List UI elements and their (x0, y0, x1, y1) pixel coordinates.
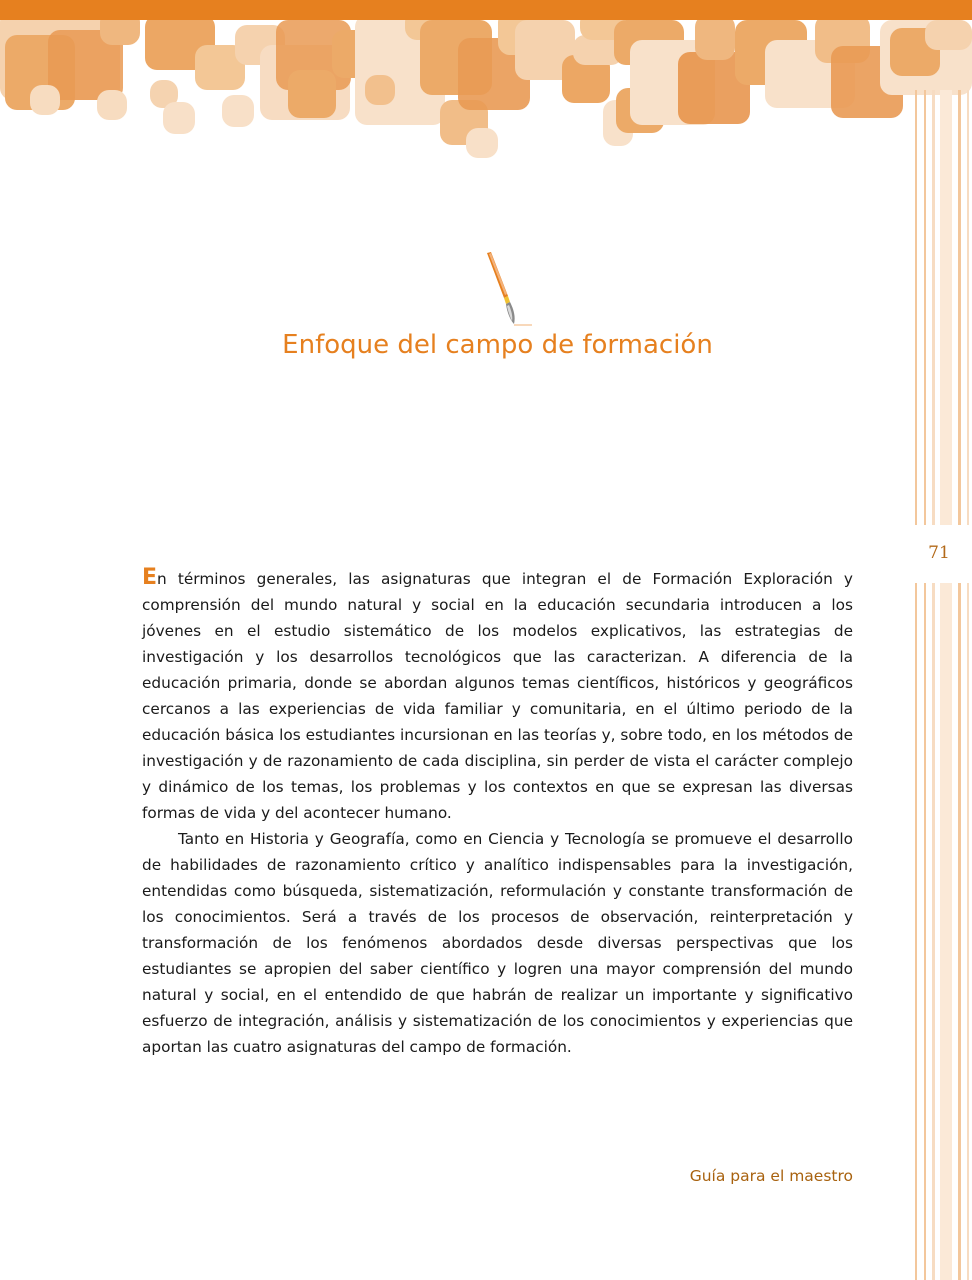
page-number: 71 (928, 543, 950, 563)
paragraph-1-text: n términos generales, las asignaturas que integran el de Formación Exploración y comprensión del mundo natural y social en la educación secundaria introducen a los jóvenes en el estudio sistemático de los modelos explicativos, las estrategias de investigación y los desarrollos tecnológicos que las caracterizan. A diferencia de la educación primaria, donde se abordan algunos temas científicos, históricos y geográficos cercanos a las experiencias de vida familiar y comunitaria, en el último periodo de la educación básica los estudiantes incursionan en las teorías y, sobre todo, en los métodos de investigación y de razonamiento de cada disciplina, sin perder de vista el carácter complejo y dinámico de los temas, los problemas y los contextos en que se expresan las diversas formas de vida y del acontecer humano. (142, 570, 853, 822)
top-orange-bar (0, 0, 972, 20)
paintbrush-icon (480, 250, 540, 330)
footer-label: Guía para el maestro (689, 1167, 853, 1185)
paragraph-1 (142, 565, 853, 826)
section-title: Enfoque del campo de formación (282, 330, 713, 360)
right-margin-stripes (912, 90, 972, 1280)
paragraph-2: Tanto en Historia y Geografía, como en Ciencia y Tecnología se promueve el desarrollo de habilidades de razonamiento crítico y analítico indispensables para la investigación, entendidas como búsqueda, sistematización, reformulación y constante transformación de los conocimientos. Será a través de los procesos de observación, reinterpretación y transformación de los fenómenos abordados desde diversas perspectivas que los estudiantes se apropien del saber científico y logren una mayor comprensión del mundo natural y social, en el entendido de que habrán de realizar un importante y significativo esfuerzo de integración, análisis y sistematización de los conocimientos y experiencias que aportan las cuatro asignaturas del campo de formación. (142, 830, 853, 1056)
header-squares-decoration (0, 0, 972, 170)
drop-cap-initial: E (142, 565, 158, 590)
body-text (142, 565, 853, 1060)
